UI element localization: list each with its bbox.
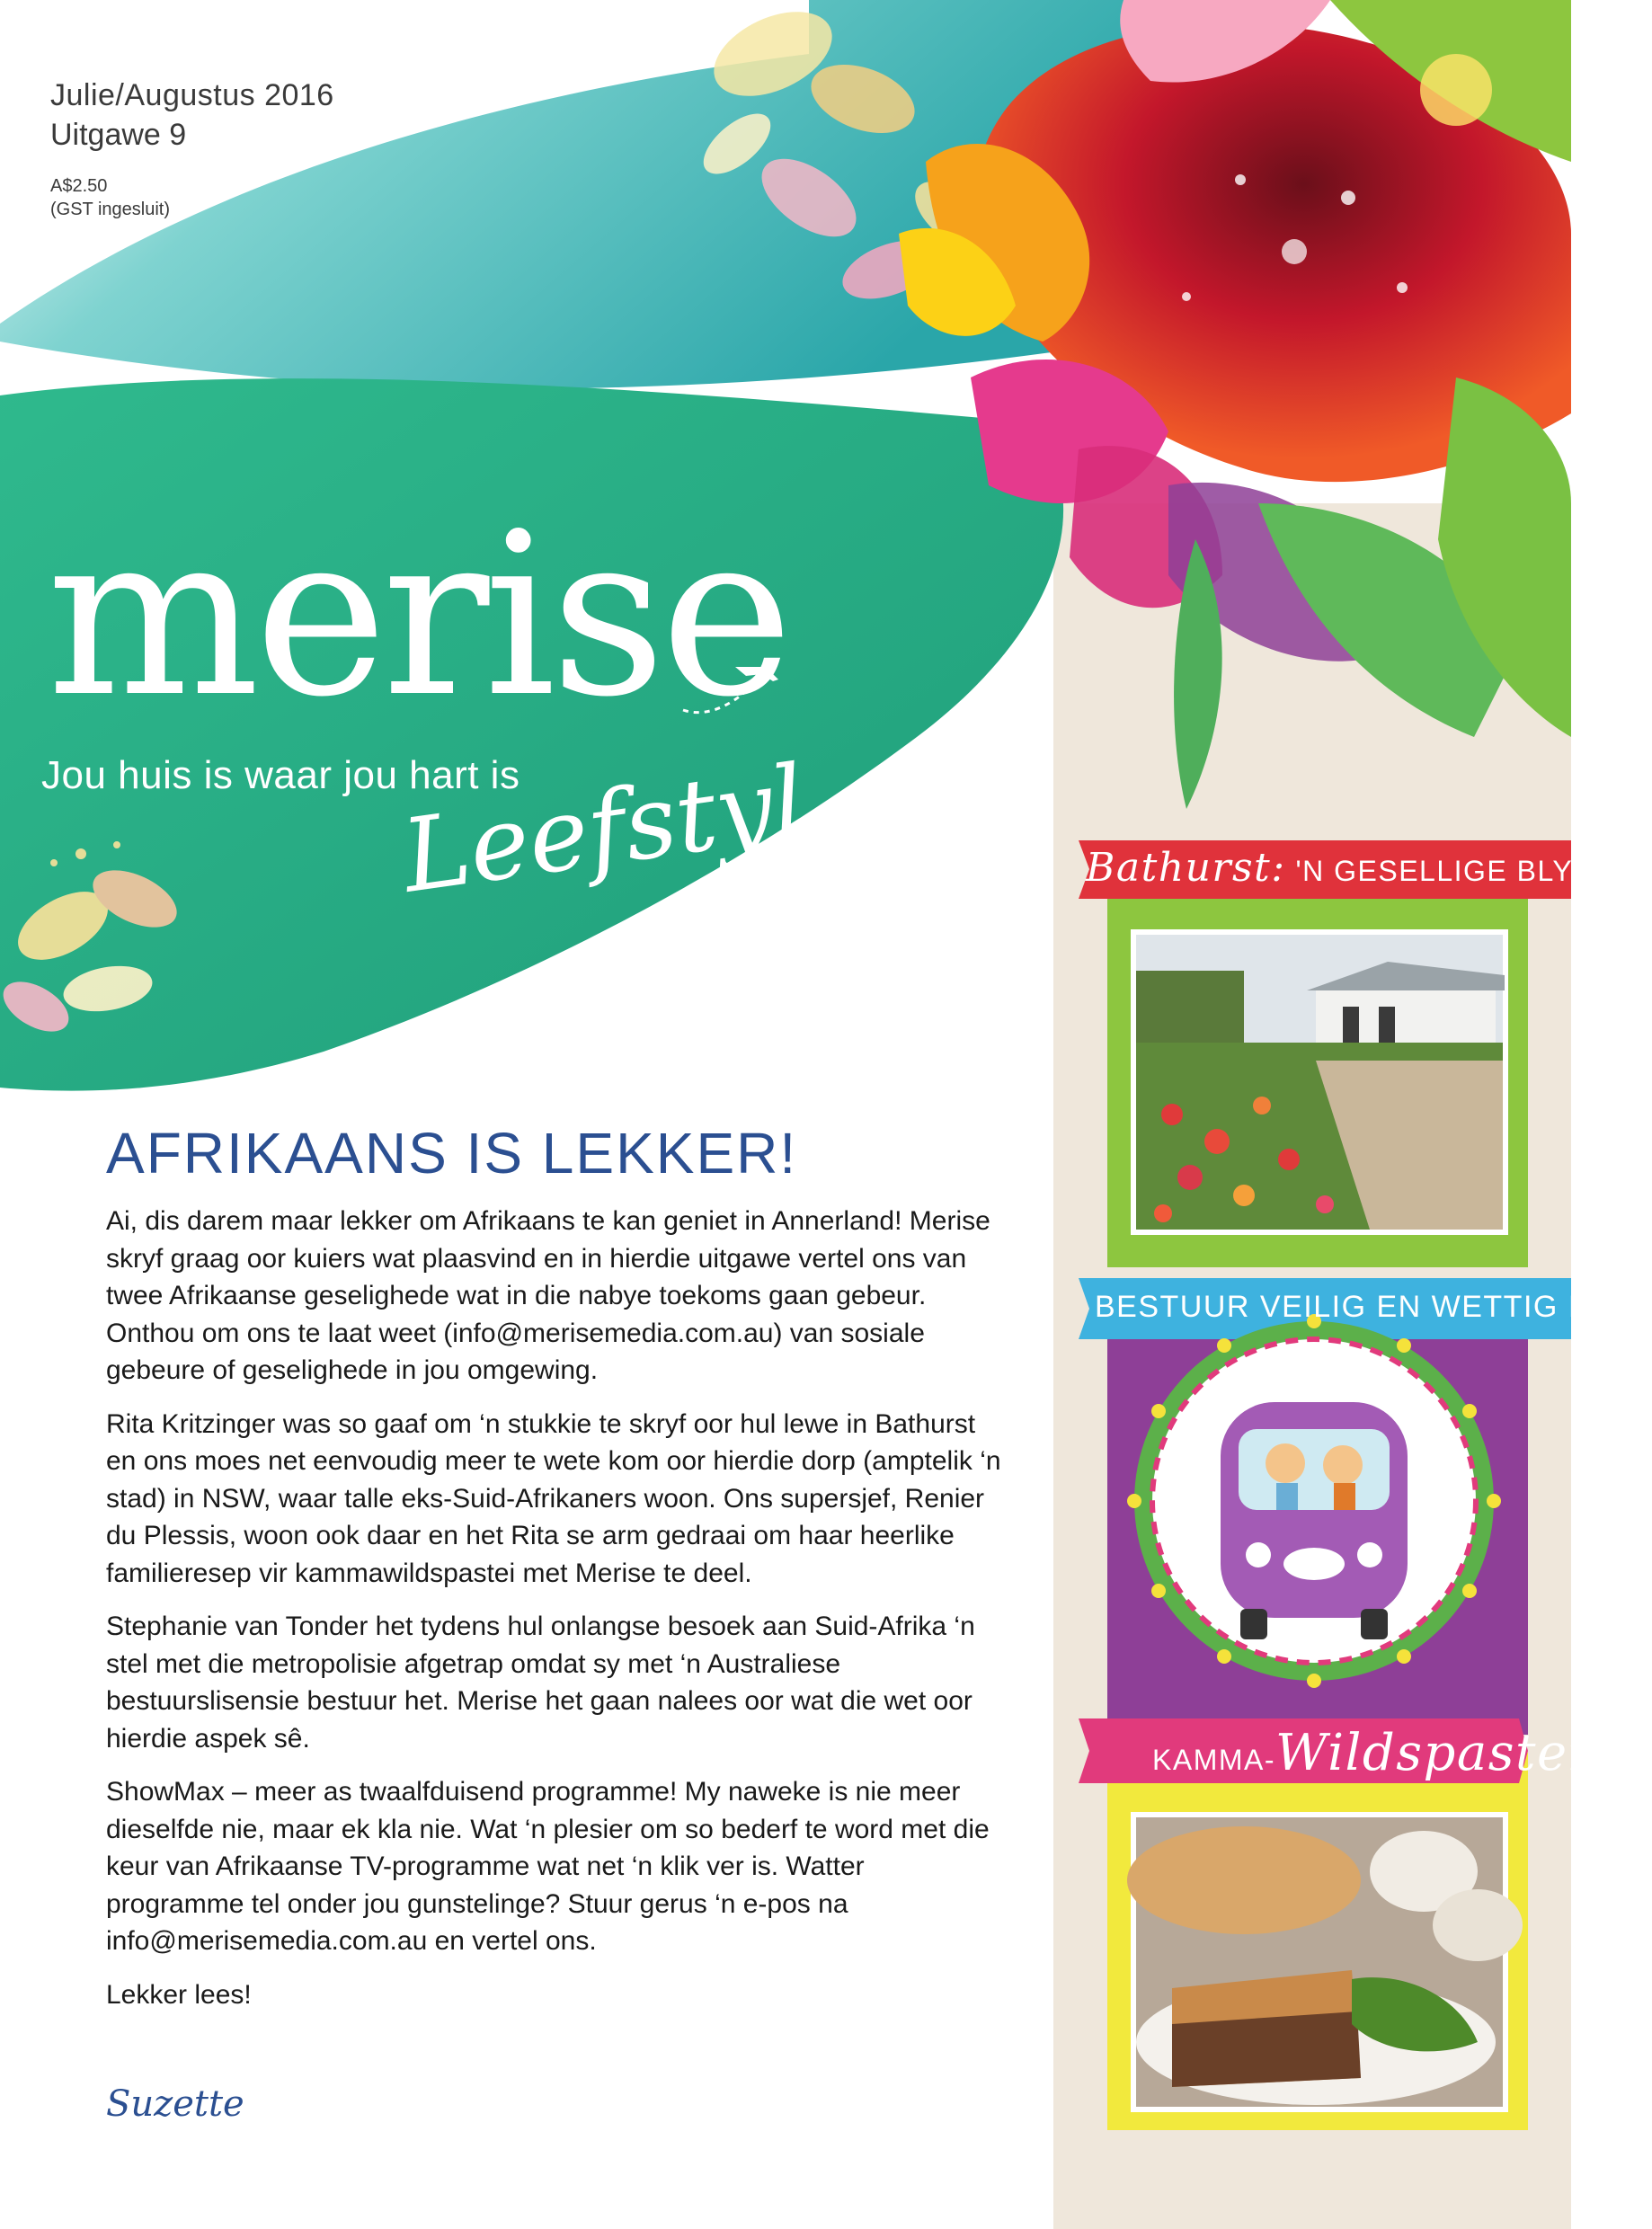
editorial-body: [106, 1203, 1005, 2029]
editorial-paragraph: Stephanie van Tonder het tydens hul onlangse besoek aan Suid-Afrika ‘n stel met die metropolisie afgetrap omdat sy met ‘n Australiese bestuurslisensie bestuur het. Merise het gaan nalees oor wat die wet oor hierdie aspek sê.: [106, 1612, 975, 1754]
banner-driving[interactable]: BESTUUR VEILIG EN WETTIG IN: [1095, 1290, 1602, 1324]
editorial-paragraph: ShowMax – meer as twaalfduisend programme! My naweke is nie meer dieselfde nie, maar ek kla nie. Wat ‘n plesier om so bederf te word met die keur van Afrikaanse TV-programme wat net ‘n klik ver is. Watter programme tel onder jou gunstelinge? Stuur gerus ‘n e-pos na info@merisemedia.com.au en vertel ons.: [106, 1777, 990, 1956]
issue-date: Julie/Augustus 2016: [50, 78, 334, 112]
gst-note: (GST ingesluit): [50, 200, 171, 219]
editorial-closing: Lekker lees!: [106, 1979, 252, 2010]
editorial-heading: AFRIKAANS IS LEKKER!: [106, 1121, 798, 1186]
editorial-paragraph: Ai, dis darem maar lekker om Afrikaans te kan geniet in Annerland! Merise skryf graag oor kuiers wat plaasvind en in hierdie uitgawe vertel ons van twee Afrikaanse geselighede wat in die nabye toekoms gaan gebeur. Onthou om ons te laat weet (info@merisemedia.com.au) van sosiale gebeure of geselighede in jou omgewing.: [106, 1206, 990, 1385]
masthead-tagline: Jou huis is waar jou hart is: [41, 753, 520, 797]
wildspastei-photo[interactable]: [1131, 1812, 1508, 2112]
issue-info: [50, 75, 334, 221]
section-title: Leefstyl: [395, 743, 813, 916]
pie-image: [1136, 1817, 1503, 2107]
issue-number: Uitgawe 9: [50, 118, 187, 152]
masthead-logo: merise: [47, 484, 788, 746]
car-illustration: [1134, 1321, 1494, 1681]
editorial-paragraph: Rita Kritzinger was so gaaf om ‘n stukkie te skryf oor hul lewe in Bathurst en ons moes net eenvoudig meer te wete kom oor hierdie dorp (amptelik ‘n stad) in NSW, waar talle eks-Suid-Afrikaners woon. Ons supersjef, Renier du Plessis, woon ook daar en het Rita se arm gedraai om haar heerlike familieresep vir kammawildspastei met Merise te deel.: [106, 1408, 1001, 1588]
banner-pie-script: Wildspastei: [1275, 1724, 1586, 1782]
banner-bathurst-caps: 'N GESELLIGE BLYPLEK: [1295, 855, 1652, 887]
banner-bathurst-script: Bathurst:: [1086, 845, 1286, 891]
banner-bathurst[interactable]: [1086, 845, 1652, 891]
price: A$2.50: [50, 176, 108, 196]
banner-pie[interactable]: [1152, 1724, 1585, 1782]
banner-pie-caps: KAMMA-: [1152, 1744, 1275, 1776]
garden-image: [1136, 935, 1503, 1230]
editor-signature: Suzette: [106, 2083, 244, 2125]
bathurst-garden-photo[interactable]: [1131, 929, 1508, 1235]
